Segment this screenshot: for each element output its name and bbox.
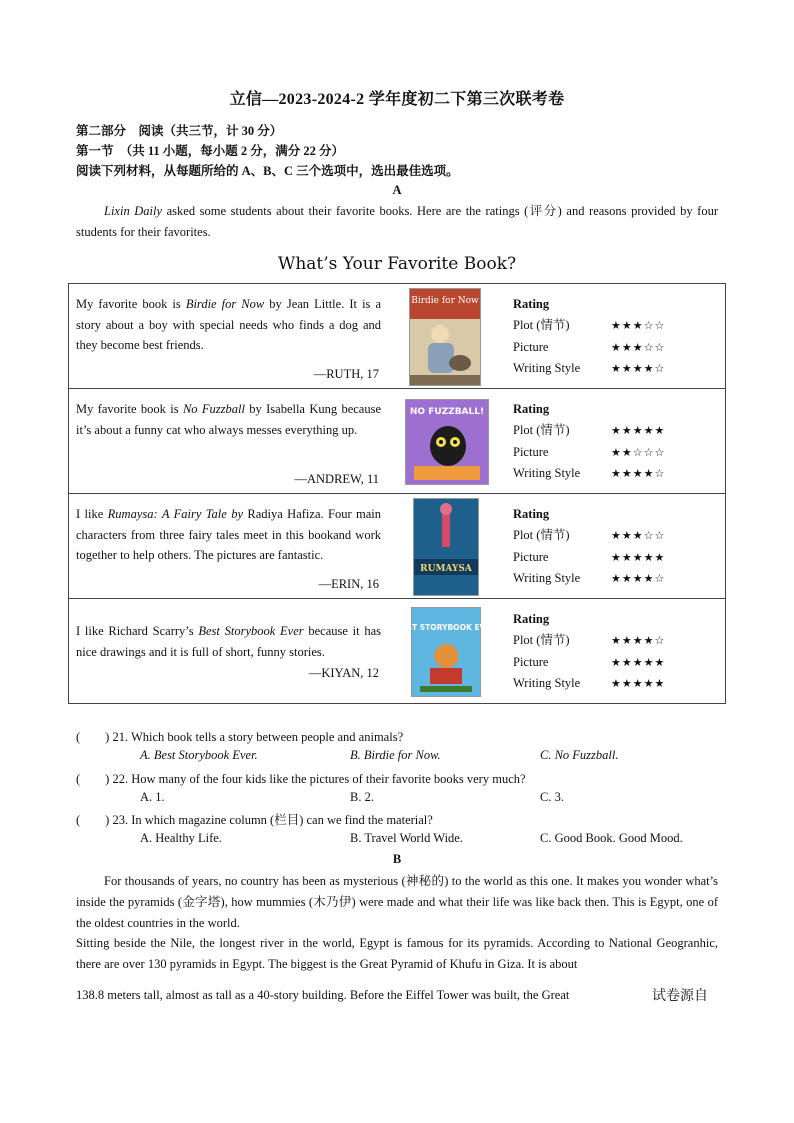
q23-option-b: B. Travel World Wide.	[350, 831, 463, 845]
svg-text:RUMAYSA: RUMAYSA	[420, 564, 472, 574]
book-description: I like Richard Scarry’s Best Storybook Ever because it has nice drawings and it is full of short, funny stories.	[76, 624, 381, 659]
question-21: ( ) 21. Which book tells a story between people and animals?	[76, 730, 404, 744]
style-stars: ★★★★☆	[611, 572, 666, 586]
rating-block: Rating Plot (情节) ★★★☆☆ Picture ★★★★★ Writing Style ★★★★☆	[513, 504, 665, 590]
section-subsection: 第一节 （共 11 小题，每小题 2 分，满分 22 分）	[76, 144, 345, 158]
style-stars: ★★★★★	[611, 677, 666, 691]
passage-a-label: A	[392, 183, 402, 197]
passage-b-paragraph-2: Sitting beside the Nile, the longest river in the world, Egypt is famous for its pyramids. According to National Geogranhic, there are over 130 pyramids in Egypt. The biggest is the Great Pyramid of Khufu in Giza. It is about	[76, 936, 718, 971]
intro-rest: asked some students about their favorite books. Here are the ratings (评分) and reasons provided by four students for their favorites.	[76, 204, 718, 239]
student-name: —RUTH, 17	[313, 367, 379, 381]
student-name: —KIYAN, 12	[308, 666, 379, 680]
picture-stars: ★★★★★	[611, 550, 666, 564]
student-name: —ERIN, 16	[318, 577, 379, 591]
section-instruction: 阅读下列材料，从每题所给的 A、B、C 三个选项中，选出最佳选项。	[76, 164, 459, 178]
plot-stars: ★★★★☆	[611, 633, 666, 647]
books-table	[68, 283, 726, 704]
q21-option-c: C. No Fuzzball.	[540, 748, 619, 762]
book-cover-image	[405, 399, 489, 485]
q21-option-a: A. Best Storybook Ever.	[140, 748, 258, 762]
passage-a-intro	[76, 201, 718, 243]
style-stars: ★★★★☆	[611, 362, 666, 376]
picture-stars: ★★☆☆☆	[611, 445, 666, 459]
passage-b-paragraph-1: For thousands of years, no country has been as mysterious (神秘的) to the world as this one. It makes you wonder what’s inside the pyramids (金字塔), how mummies (木乃伊) were made and what their life was like back then. This is Egypt, one of the oldest countries in the world.	[76, 874, 718, 930]
passage-b-label: B	[392, 852, 402, 866]
svg-text:BEST STORYBOOK EVER: BEST STORYBOOK EVER	[395, 623, 497, 632]
passage-b-paragraph-3: 138.8 meters tall, almost as tall as a 40-story building. Before the Eiffel Tower was built, the Great	[76, 988, 570, 1002]
book-cell	[69, 599, 726, 704]
q21-option-b: B. Birdie for Now.	[350, 748, 441, 762]
q22-option-a: A. 1.	[140, 790, 165, 804]
student-name: —ANDREW, 11	[294, 472, 379, 486]
plot-stars: ★★★☆☆	[611, 318, 666, 332]
rating-block: Rating Plot (情节) ★★★☆☆ Picture ★★★☆☆ Writing Style ★★★★☆	[513, 294, 665, 380]
style-stars: ★★★★☆	[611, 467, 666, 481]
svg-text:Birdie for Now: Birdie for Now	[411, 296, 479, 306]
q22-option-b: B. 2.	[350, 790, 374, 804]
q22-option-c: C. 3.	[540, 790, 564, 804]
picture-stars: ★★★☆☆	[611, 340, 666, 354]
section-part: 第二部分 阅读（共三节，计 30 分）	[76, 124, 283, 138]
exam-title: 立信—2023-2024-2 学年度初二下第三次联考卷	[229, 91, 565, 108]
picture-stars: ★★★★★	[611, 655, 666, 669]
book-cover-image	[409, 288, 481, 386]
book-description: My favorite book is No Fuzzball by Isabella Kung because it’s about a funny cat who always messes everything up.	[76, 402, 381, 437]
svg-text:NO FUZZBALL!: NO FUZZBALL!	[409, 407, 485, 417]
source-watermark: 试卷源自	[652, 989, 708, 1004]
book-description: My favorite book is Birdie for Now by Jean Little. It is a story about a boy with special needs who finds a dog and they become best friends.	[76, 297, 382, 352]
book-cell	[69, 284, 726, 389]
book-description: I like Rumaysa: A Fairy Tale by Radiya Hafiza. Four main characters from three fairy tales meet in this bookand work together to help others. The pictures are fantastic.	[76, 507, 381, 562]
question-23: ( ) 23. In which magazine column (栏目) can we find the material?	[76, 813, 433, 827]
rating-block: Rating Plot (情节) ★★★★★ Picture ★★☆☆☆ Writing Style ★★★★☆	[513, 399, 665, 485]
q23-option-c: C. Good Book. Good Mood.	[540, 831, 683, 845]
book-cover-image	[413, 498, 479, 596]
plot-stars: ★★★☆☆	[611, 528, 666, 542]
intro-italic: Lixin Daily	[104, 204, 163, 218]
table-subtitle: What’s Your Favorite Book?	[277, 254, 517, 274]
rating-block: Rating Plot (情节) ★★★★☆ Picture ★★★★★ Writing Style ★★★★★	[513, 609, 665, 695]
question-22: ( ) 22. How many of the four kids like the pictures of their favorite books very much?	[76, 772, 526, 786]
plot-stars: ★★★★★	[611, 423, 666, 437]
book-cell	[69, 494, 726, 599]
q23-option-a: A. Healthy Life.	[140, 831, 222, 845]
book-cell	[69, 389, 726, 494]
book-cover-image	[395, 607, 497, 697]
